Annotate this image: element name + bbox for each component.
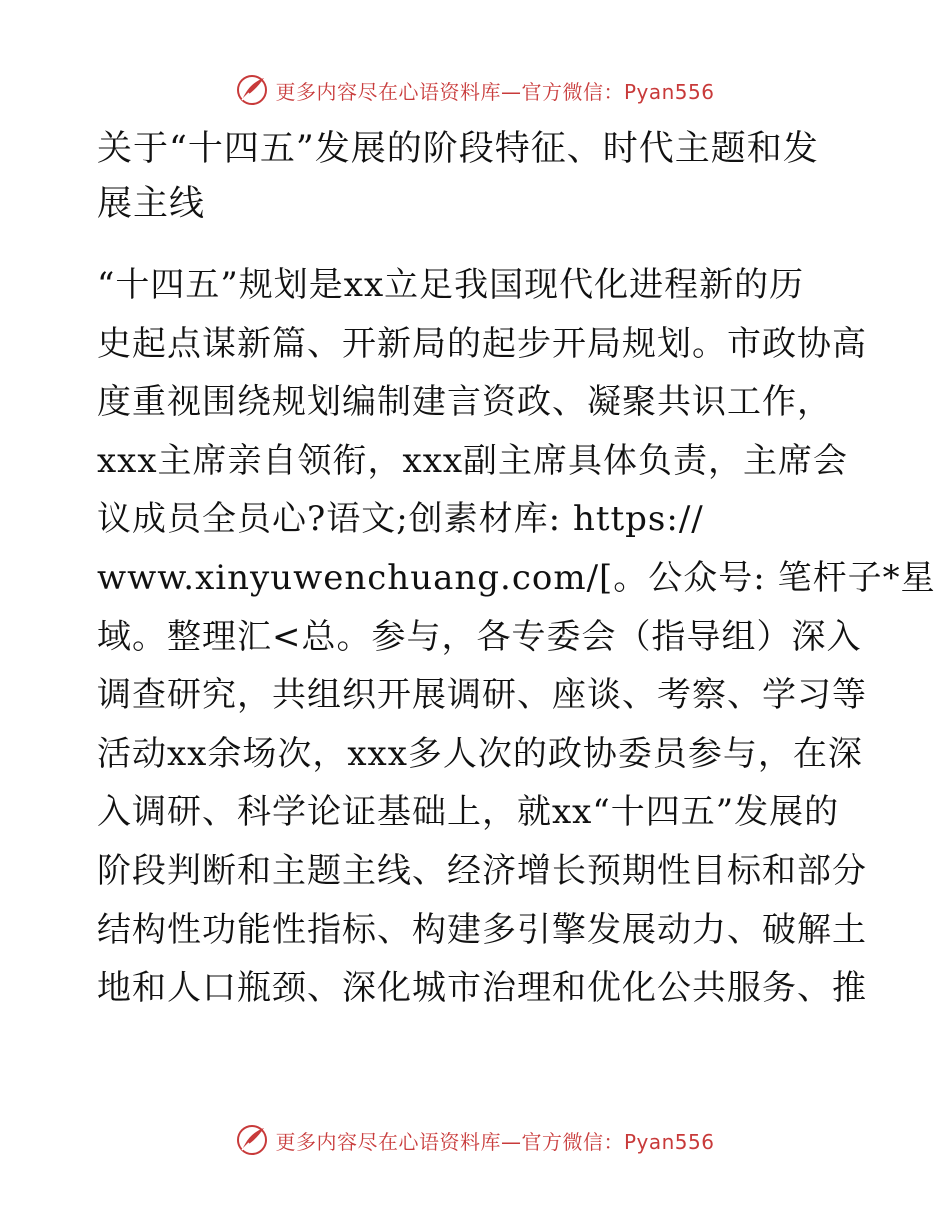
document-body: [97, 256, 936, 1018]
body-line: 域。整理汇<总。参与，各专委会（指导组）深入: [97, 616, 862, 657]
body-line: 议成员全员心?语文;创素材库: https://: [97, 499, 704, 540]
body-line: 调查研究，共组织开展调研、座谈、考察、学习等: [97, 675, 867, 716]
footer-banner: [0, 1120, 950, 1160]
header-banner-text: 更多内容尽在心语资料库—官方微信：Pyan556: [275, 79, 715, 104]
body-line: 地和人口瓶颈、深化城市治理和优化公共服务、推: [97, 968, 867, 1009]
body-line: “十四五”规划是xx立足我国现代化进程新的历: [97, 265, 805, 305]
header-banner: [0, 70, 950, 110]
body-line: 入调研、科学论证基础上，就xx“十四五”发展的: [97, 792, 840, 833]
document-title: [97, 122, 857, 232]
feather-pen-logo-icon: [235, 73, 269, 107]
body-line: 结构性功能性指标、构建多引擎发展动力、破解土: [97, 909, 867, 950]
body-line: 阶段判断和主题主线、经济增长预期性目标和部分: [97, 850, 867, 891]
footer-banner-text: 更多内容尽在心语资料库—官方微信：Pyan556: [275, 1129, 715, 1154]
body-line: 度重视围绕规划编制建言资政、凝聚共识工作，: [97, 382, 832, 423]
body-line: www.xinyuwenchuang.com/[。公众号: 笔杆子*星: [97, 557, 936, 598]
body-line: 活动xx余场次，xxx多人次的政协委员参与，在深: [97, 733, 863, 774]
title-line: 关于“十四五”发展的阶段特征、时代主题和发: [97, 129, 819, 169]
body-line: 史起点谋新篇、开新局的起步开局规划。市政协高: [97, 323, 867, 364]
feather-pen-logo-icon: [235, 1123, 269, 1157]
title-line: 展主线: [97, 184, 206, 224]
body-line: xxx主席亲自领衔，xxx副主席具体负责，主席会: [97, 440, 849, 481]
